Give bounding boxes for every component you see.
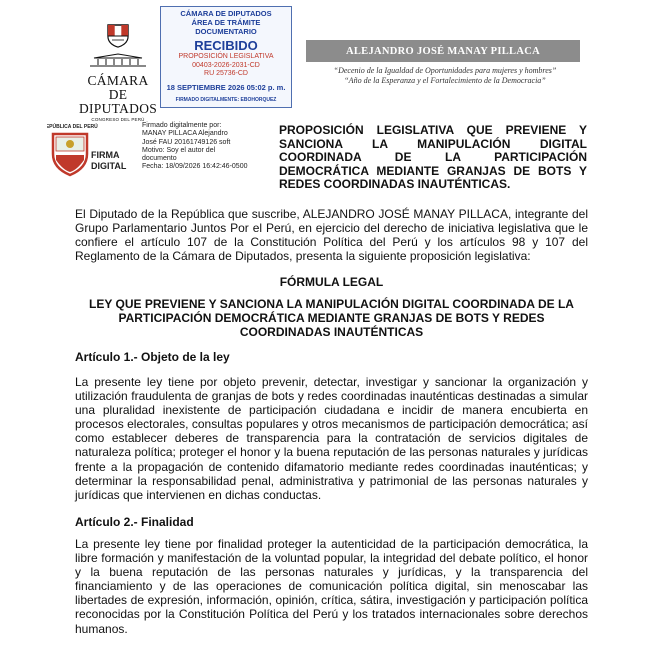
- intro-paragraph: El Diputado de la República que suscribe, ALEJANDRO JOSÉ MANAY PILLACA, integrante del Grupo Parlamentario Juntos Por el Perú, en ejercicio del derecho de iniciativa legislativa que le confiere el artículo 107 de la Constitución Política del Perú y los artículos 98 y 107 del Reglamento de la Cámara de Diputados, presenta la siguiente proposición legislativa:: [75, 207, 588, 264]
- reception-stamp: [160, 6, 292, 108]
- stamp-date: 18 SEPTIEMBRE 2026 05:02 p. m.: [166, 82, 286, 92]
- stamp-signed-by: FIRMADO DIGITALMENTE: EBOHORQUEZ: [175, 96, 277, 103]
- signature-line6: Fecha: 18/09/2026 16:42:46-0500: [142, 163, 248, 171]
- signature-line1: Firmado digitalmente por:: [142, 122, 222, 129]
- signature-details: [142, 122, 272, 172]
- shield-icon: [107, 24, 129, 48]
- stamp-doc-number: 00403-2026-2031-CD: [192, 61, 260, 69]
- signature-line2: MANAY PILLACA Alejandro: [142, 130, 228, 138]
- formula-heading: FÓRMULA LEGAL: [279, 275, 384, 289]
- seal-label-digital: DIGITAL: [91, 161, 127, 171]
- article2-text: La presente ley tiene por finalidad proteger la autenticidad de la participación democrática, la libre formación y manifestación de la voluntad popular, la integridad del debate político, el honor y la buena reputación de las personas naturales y jurídicas, y la transparencia del financiamiento y de las operaciones de comunicación política digital, sin menoscabar las libertades de expresión, información, opinión, crítica, sátira, investigación y participación política reconocidas por la Constitución Política del Perú y los tratados internacionales sobre derechos humanos.: [75, 537, 588, 636]
- article1-heading: Artículo 1.- Objeto de la ley: [75, 350, 230, 364]
- logo-name-line2: DIPUTADOS: [78, 101, 158, 116]
- stamp-doc-type: PROPOSICIÓN LEGISLATIVA: [178, 53, 274, 60]
- stamp-chamber: CÁMARA DE DIPUTADOS: [180, 9, 272, 18]
- decenio-line2: “Año de la Esperanza y el Fortalecimiento de la Democracia”: [344, 76, 546, 85]
- logo-name-line1: CÁMARA DE: [87, 73, 149, 102]
- article2-heading: Artículo 2.- Finalidad: [75, 515, 194, 529]
- stamp-status: RECIBIDO: [194, 38, 258, 53]
- signature-line3: José FAU 20161749126 soft: [142, 138, 231, 146]
- logo-subtitle: CONGRESO DEL PERÚ: [91, 117, 145, 122]
- document-title: PROPOSICIÓN LEGISLATIVA QUE PREVIENE Y SANCIONA LA MANIPULACIÓN DIGITAL COORDINADA DE LA PARTICIPACIÓN DEMOCRÁTICA MEDIANTE GRANJAS DE BOTS Y REDES COORDINADAS INAUTÉNTICAS.: [279, 123, 587, 192]
- decenio-text: [300, 66, 590, 86]
- author-banner: ALEJANDRO JOSÉ MANAY PILLACA: [306, 40, 580, 62]
- chamber-logo: [78, 24, 158, 122]
- seal-country: REPÚBLICA DEL PERÚ: [47, 124, 98, 130]
- stamp-ru: RU 25736-CD: [204, 70, 248, 77]
- digital-signature-seal: [47, 120, 132, 180]
- article1-text: La presente ley tiene por objeto prevenir, detectar, investigar y sancionar la organización y utilización fraudulenta de granjas de bots y redes coordinadas inauténticas destinadas a simular una pluralidad inexistente de participación ciudadana e incidir de manera encubierta en procesos electorales, consultas populares y otros mecanismos de participación democrática; así como establecer deberes de transparencia para la contratación de servicios digitales de naturaleza política; proteger el honor y la buena reputación de las personas naturales y jurídicas frente a la propagación de contenido difamatorio mediante redes coordinadas inauténticas; y determinar la responsabilidad penal, administrativa y patrimonial de las personas naturales y jurídicas que intervienen en dichas conductas.: [75, 375, 588, 502]
- law-title: LEY QUE PREVIENE Y SANCIONA LA MANIPULACIÓN DIGITAL COORDINADA DE LA PARTICIPACIÓN DEMOCRÁTICA MEDIANTE GRANJAS DE BOTS Y REDES COORDINADAS INAUTÉNTICAS: [89, 297, 574, 340]
- stamp-area: ÁREA DE TRÁMITE DOCUMENTARIO: [191, 18, 261, 36]
- peru-coat-of-arms-icon: [53, 134, 87, 175]
- decenio-line1: “Decenio de la Igualdad de Oportunidades para mujeres y hombres”: [333, 66, 557, 75]
- signature-line4: Motivo: Soy el autor del: [142, 146, 216, 154]
- chamber-building-icon: [86, 53, 150, 67]
- signature-line5: documento: [142, 155, 177, 163]
- seal-label-firma: FIRMA: [91, 150, 120, 160]
